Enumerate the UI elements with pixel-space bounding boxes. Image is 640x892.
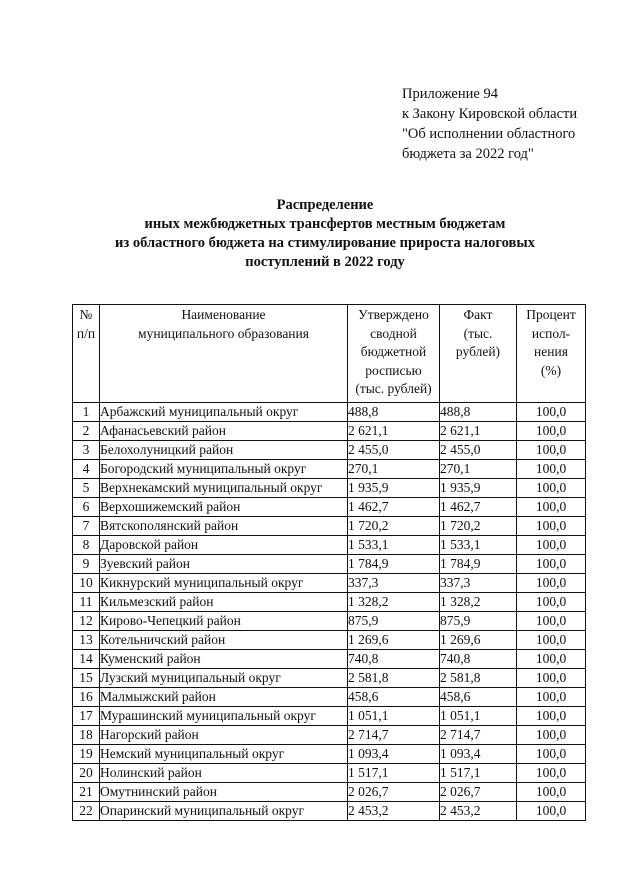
table-row xyxy=(73,688,586,707)
cell-fact: 1 517,1 xyxy=(440,764,517,783)
cell-num: 18 xyxy=(73,726,100,745)
cell-fact: 2 026,7 xyxy=(440,783,517,802)
cell-fact: 2 581,8 xyxy=(440,669,517,688)
header-approved-line: Утверждено xyxy=(358,307,429,322)
header-fact-line: (тыс. xyxy=(463,325,493,341)
cell-approved: 2 026,7 xyxy=(348,783,440,802)
cell-name: Нолинский район xyxy=(100,764,348,783)
table-row xyxy=(73,403,586,422)
table-row xyxy=(73,650,586,669)
appendix-line: Приложение 94 xyxy=(402,86,498,102)
cell-name: Нагорский район xyxy=(100,726,348,745)
table-row xyxy=(73,631,586,650)
cell-percent: 100,0 xyxy=(517,669,586,688)
cell-fact: 2 455,0 xyxy=(440,441,517,460)
cell-name: Кильмезский район xyxy=(100,593,348,612)
cell-fact: 2 453,2 xyxy=(440,802,517,821)
header-percent-line: испол- xyxy=(531,325,571,341)
cell-fact: 488,8 xyxy=(440,403,517,422)
appendix-line: к Закону Кировской области xyxy=(402,106,578,122)
cell-name: Кирово-Чепецкий район xyxy=(100,612,348,631)
cell-name: Белохолуницкий район xyxy=(100,441,348,460)
cell-name: Кикнурский муниципальный округ xyxy=(100,574,348,593)
header-num-line: п/п xyxy=(76,325,96,341)
cell-approved: 458,6 xyxy=(348,688,440,707)
cell-percent: 100,0 xyxy=(517,441,586,460)
title-line: иных межбюджетных трансфертов местным бюджетам xyxy=(144,216,506,232)
cell-approved: 1 051,1 xyxy=(348,707,440,726)
cell-num: 15 xyxy=(73,669,100,688)
header-approved-line: сводной xyxy=(370,325,417,341)
cell-percent: 100,0 xyxy=(517,574,586,593)
header-approved-line: (тыс. рублей) xyxy=(355,381,432,396)
cell-num: 14 xyxy=(73,650,100,669)
table-row xyxy=(73,498,586,517)
cell-fact: 1 269,6 xyxy=(440,631,517,650)
table-row xyxy=(73,764,586,783)
cell-num: 21 xyxy=(73,783,100,802)
header-fact xyxy=(440,305,517,403)
cell-fact: 1 462,7 xyxy=(440,498,517,517)
cell-fact: 1 935,9 xyxy=(440,479,517,498)
cell-name: Вятскополянский район xyxy=(100,517,348,536)
cell-percent: 100,0 xyxy=(517,745,586,764)
cell-approved: 740,8 xyxy=(348,650,440,669)
header-name xyxy=(100,305,348,403)
header-name-line: Наименование xyxy=(181,307,266,322)
cell-approved: 488,8 xyxy=(348,403,440,422)
table-row xyxy=(73,422,586,441)
cell-fact: 740,8 xyxy=(440,650,517,669)
table-row xyxy=(73,479,586,498)
cell-percent: 100,0 xyxy=(517,517,586,536)
cell-name: Афанасьевский район xyxy=(100,422,348,441)
table-row xyxy=(73,574,586,593)
cell-approved: 2 714,7 xyxy=(348,726,440,745)
cell-approved: 337,3 xyxy=(348,574,440,593)
cell-approved: 2 621,1 xyxy=(348,422,440,441)
cell-name: Арбажский муниципальный округ xyxy=(100,403,348,422)
cell-name: Верхошижемский район xyxy=(100,498,348,517)
cell-name: Зуевский район xyxy=(100,555,348,574)
cell-name: Мурашинский муниципальный округ xyxy=(100,707,348,726)
header-percent-line: Процент xyxy=(526,307,576,322)
header-approved-line: росписью xyxy=(365,362,422,378)
cell-name: Котельничский район xyxy=(100,631,348,650)
cell-fact: 1 328,2 xyxy=(440,593,517,612)
cell-percent: 100,0 xyxy=(517,612,586,631)
cell-approved: 1 533,1 xyxy=(348,536,440,555)
cell-num: 12 xyxy=(73,612,100,631)
title-line: из областного бюджета на стимулирование прироста налоговых xyxy=(115,235,535,251)
table-row xyxy=(73,707,586,726)
cell-num: 19 xyxy=(73,745,100,764)
table-header-row xyxy=(73,305,586,403)
cell-percent: 100,0 xyxy=(517,802,586,821)
table-row xyxy=(73,517,586,536)
header-num xyxy=(73,305,100,403)
header-percent-line: нения xyxy=(534,344,568,359)
cell-percent: 100,0 xyxy=(517,726,586,745)
cell-num: 2 xyxy=(73,422,100,441)
header-name-line: муниципального образования xyxy=(138,325,309,341)
cell-fact: 1 533,1 xyxy=(440,536,517,555)
table-row xyxy=(73,745,586,764)
title-line: поступлений в 2022 году xyxy=(245,254,405,270)
cell-percent: 100,0 xyxy=(517,422,586,441)
cell-name: Лузский муниципальный округ xyxy=(100,669,348,688)
budget-table xyxy=(72,304,586,821)
cell-percent: 100,0 xyxy=(517,764,586,783)
appendix-note xyxy=(402,84,577,164)
cell-approved: 1 093,4 xyxy=(348,745,440,764)
cell-fact: 458,6 xyxy=(440,688,517,707)
cell-num: 22 xyxy=(73,802,100,821)
cell-approved: 2 581,8 xyxy=(348,669,440,688)
cell-fact: 875,9 xyxy=(440,612,517,631)
table-row xyxy=(73,612,586,631)
cell-approved: 875,9 xyxy=(348,612,440,631)
cell-percent: 100,0 xyxy=(517,536,586,555)
cell-approved: 2 453,2 xyxy=(348,802,440,821)
cell-fact: 270,1 xyxy=(440,460,517,479)
cell-num: 20 xyxy=(73,764,100,783)
cell-approved: 1 517,1 xyxy=(348,764,440,783)
table-row xyxy=(73,536,586,555)
cell-fact: 1 720,2 xyxy=(440,517,517,536)
cell-percent: 100,0 xyxy=(517,593,586,612)
cell-approved: 1 328,2 xyxy=(348,593,440,612)
cell-percent: 100,0 xyxy=(517,688,586,707)
cell-percent: 100,0 xyxy=(517,479,586,498)
cell-percent: 100,0 xyxy=(517,707,586,726)
table-row xyxy=(73,441,586,460)
cell-num: 13 xyxy=(73,631,100,650)
cell-percent: 100,0 xyxy=(517,498,586,517)
cell-percent: 100,0 xyxy=(517,460,586,479)
cell-approved: 270,1 xyxy=(348,460,440,479)
cell-approved: 2 455,0 xyxy=(348,441,440,460)
cell-num: 16 xyxy=(73,688,100,707)
cell-fact: 1 784,9 xyxy=(440,555,517,574)
cell-percent: 100,0 xyxy=(517,783,586,802)
cell-fact: 2 621,1 xyxy=(440,422,517,441)
appendix-line: бюджета за 2022 год" xyxy=(402,146,534,162)
table-row xyxy=(73,669,586,688)
cell-name: Немский муниципальный округ xyxy=(100,745,348,764)
cell-approved: 1 462,7 xyxy=(348,498,440,517)
cell-num: 9 xyxy=(73,555,100,574)
header-fact-line: рублей) xyxy=(455,344,501,359)
table-row xyxy=(73,783,586,802)
header-num-line: № xyxy=(79,307,93,322)
header-fact-line: Факт xyxy=(463,307,493,322)
header-percent-line: (%) xyxy=(540,362,562,378)
cell-num: 1 xyxy=(73,403,100,422)
table-row xyxy=(73,555,586,574)
table-row xyxy=(73,460,586,479)
header-approved-line: бюджетной xyxy=(360,344,427,359)
cell-name: Куменский район xyxy=(100,650,348,669)
cell-fact: 1 051,1 xyxy=(440,707,517,726)
cell-fact: 337,3 xyxy=(440,574,517,593)
title-line: Распределение xyxy=(276,197,374,213)
cell-approved: 1 269,6 xyxy=(348,631,440,650)
cell-percent: 100,0 xyxy=(517,631,586,650)
header-approved xyxy=(348,305,440,403)
cell-num: 3 xyxy=(73,441,100,460)
cell-name: Богородский муниципальный округ xyxy=(100,460,348,479)
cell-approved: 1 720,2 xyxy=(348,517,440,536)
cell-name: Малмыжский район xyxy=(100,688,348,707)
cell-num: 11 xyxy=(73,593,100,612)
cell-percent: 100,0 xyxy=(517,650,586,669)
cell-fact: 2 714,7 xyxy=(440,726,517,745)
cell-approved: 1 935,9 xyxy=(348,479,440,498)
cell-approved: 1 784,9 xyxy=(348,555,440,574)
cell-percent: 100,0 xyxy=(517,555,586,574)
header-percent xyxy=(517,305,586,403)
table-row xyxy=(73,802,586,821)
cell-name: Опаринский муниципальный округ xyxy=(100,802,348,821)
cell-fact: 1 093,4 xyxy=(440,745,517,764)
cell-num: 5 xyxy=(73,479,100,498)
cell-num: 4 xyxy=(73,460,100,479)
cell-num: 10 xyxy=(73,574,100,593)
table-row xyxy=(73,593,586,612)
cell-num: 17 xyxy=(73,707,100,726)
document-title xyxy=(60,196,590,272)
appendix-line: "Об исполнении областного xyxy=(402,126,576,142)
cell-name: Омутнинский район xyxy=(100,783,348,802)
cell-num: 6 xyxy=(73,498,100,517)
cell-percent: 100,0 xyxy=(517,403,586,422)
cell-num: 7 xyxy=(73,517,100,536)
cell-name: Даровской район xyxy=(100,536,348,555)
cell-name: Верхнекамский муниципальный округ xyxy=(100,479,348,498)
table-row xyxy=(73,726,586,745)
cell-num: 8 xyxy=(73,536,100,555)
